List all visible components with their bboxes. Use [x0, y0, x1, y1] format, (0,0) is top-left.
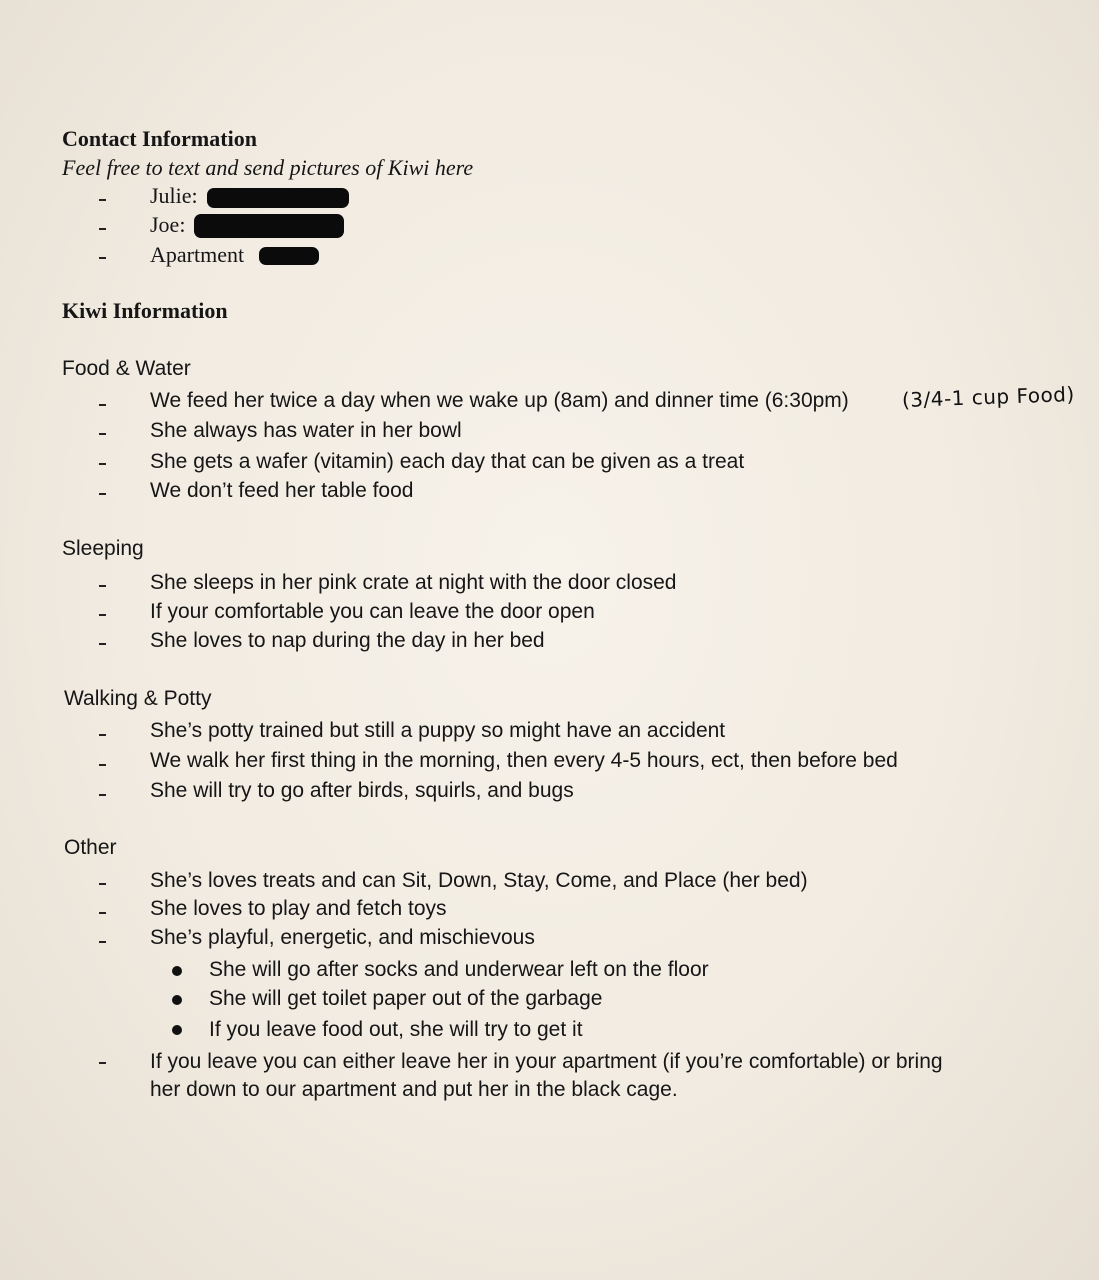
list-dash: [99, 199, 106, 201]
list-dash: [99, 1062, 106, 1064]
contact-subtitle: Feel free to text and send pictures of Kiwi here: [62, 155, 474, 180]
list-dash: [99, 941, 106, 943]
contact-julie-label: Julie:: [150, 183, 198, 208]
list-dash: [99, 643, 106, 645]
food-item: She always has water in her bowl: [150, 419, 462, 442]
sleeping-heading: Sleeping: [62, 537, 144, 560]
walking-item: We walk her first thing in the morning, then every 4-5 hours, ect, then before bed: [150, 749, 898, 772]
contact-joe-label: Joe:: [150, 212, 186, 237]
sleeping-item: She sleeps in her pink crate at night with the door closed: [150, 571, 677, 594]
other-last-item-line2: her down to our apartment and put her in the black cage.: [150, 1078, 678, 1101]
food-item: We don’t feed her table food: [150, 479, 414, 502]
other-sub-item: She will go after socks and underwear left on the floor: [209, 958, 709, 981]
list-dash: [99, 257, 106, 259]
other-item: She loves to play and fetch toys: [150, 897, 447, 920]
other-item: She’s playful, energetic, and mischievous: [150, 926, 535, 949]
bullet-icon: [172, 995, 182, 1005]
redaction-bar: [194, 214, 344, 238]
sleeping-item: If your comfortable you can leave the door open: [150, 600, 595, 623]
contact-apartment-label: Apartment: [150, 242, 245, 267]
other-last-item-line1: If you leave you can either leave her in your apartment (if you’re comfortable) or bring: [150, 1050, 943, 1073]
list-dash: [99, 883, 106, 885]
sleeping-item: She loves to nap during the day in her bed: [150, 629, 545, 652]
other-heading: Other: [64, 836, 117, 859]
list-dash: [99, 404, 106, 406]
list-dash: [99, 463, 106, 465]
list-dash: [99, 228, 106, 230]
handwritten-note: (3/4-1 cup Food): [901, 381, 1076, 412]
contact-heading: Contact Information: [62, 126, 257, 151]
list-dash: [99, 614, 106, 616]
list-dash: [99, 433, 106, 435]
redaction-bar: [207, 188, 349, 208]
redaction-bar: [259, 247, 319, 265]
food-heading: Food & Water: [62, 357, 191, 380]
walking-item: She will try to go after birds, squirls, and bugs: [150, 779, 574, 802]
food-item: We feed her twice a day when we wake up (8am) and dinner time (6:30pm): [150, 389, 849, 412]
other-sub-item: She will get toilet paper out of the garbage: [209, 987, 603, 1010]
list-dash: [99, 493, 106, 495]
list-dash: [99, 794, 106, 796]
walking-item: She’s potty trained but still a puppy so might have an accident: [150, 719, 726, 742]
bullet-icon: [172, 966, 182, 976]
food-item: She gets a wafer (vitamin) each day that can be given as a treat: [150, 450, 745, 473]
list-dash: [99, 734, 106, 736]
list-dash: [99, 764, 106, 766]
other-sub-item: If you leave food out, she will try to get it: [209, 1018, 583, 1041]
list-dash: [99, 912, 106, 914]
list-dash: [99, 585, 106, 587]
bullet-icon: [172, 1025, 182, 1035]
walking-heading: Walking & Potty: [64, 687, 212, 710]
kiwi-heading: Kiwi Information: [62, 298, 228, 323]
other-item: She’s loves treats and can Sit, Down, Stay, Come, and Place (her bed): [150, 869, 808, 892]
